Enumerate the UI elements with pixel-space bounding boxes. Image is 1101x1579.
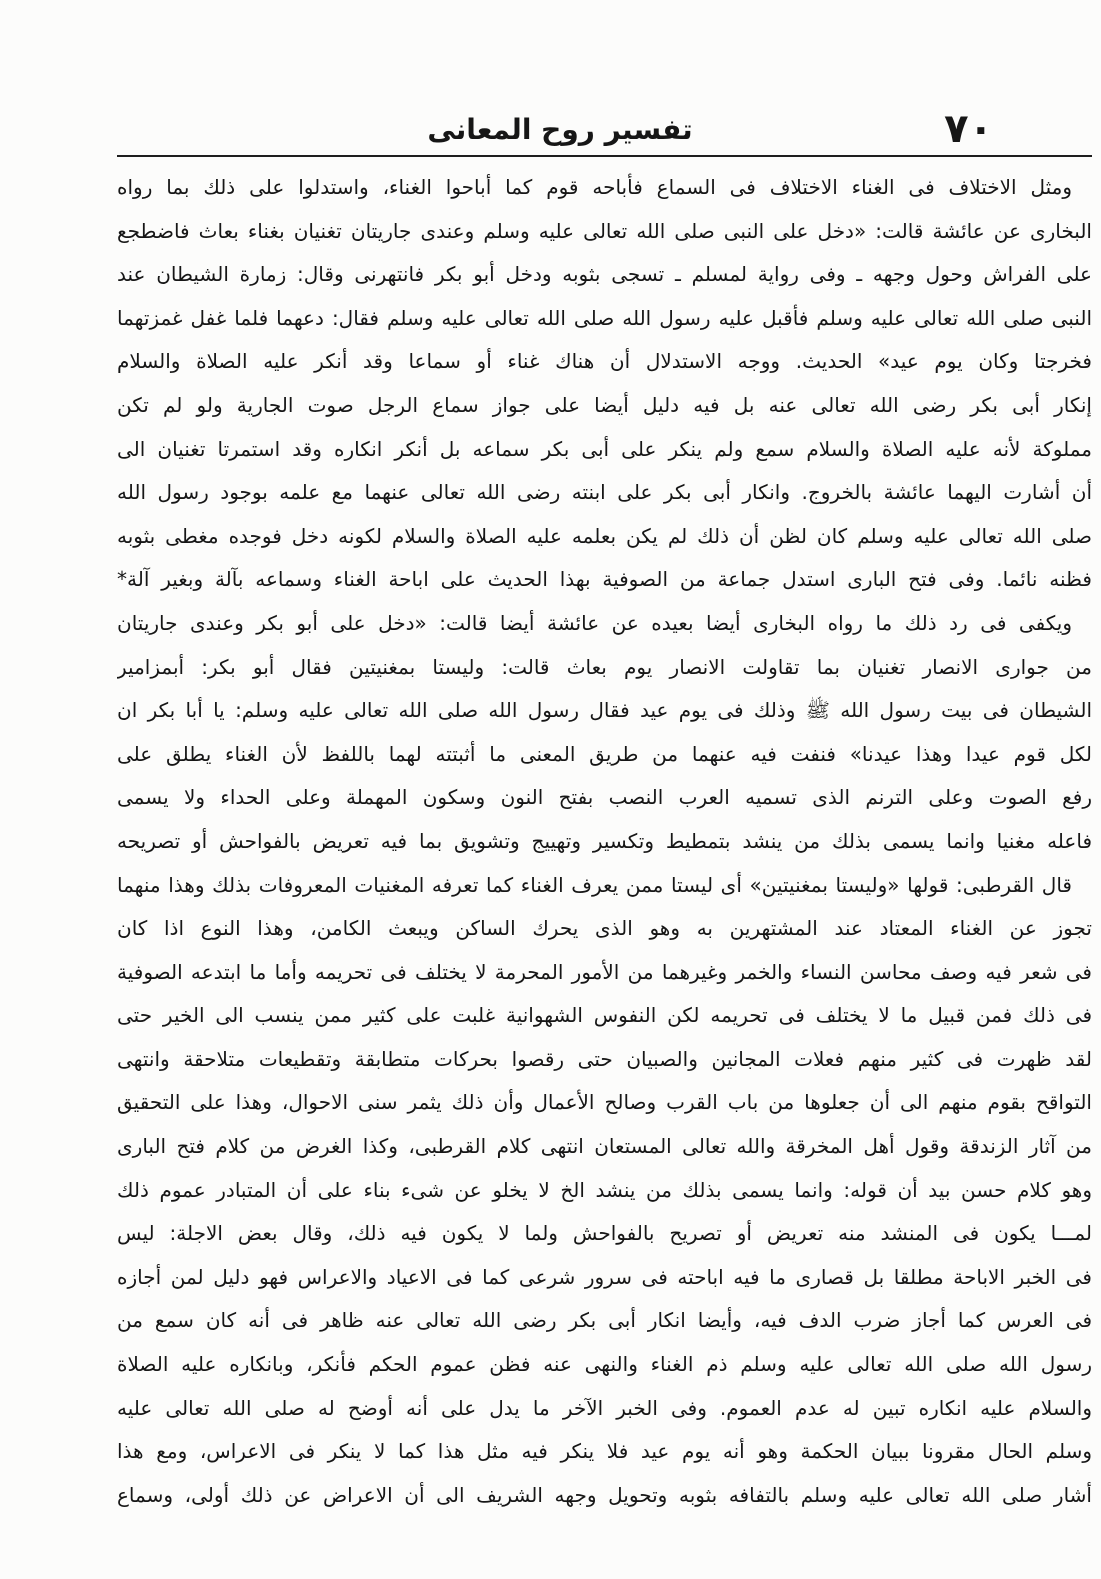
text-line: فى ذلك فمن قبيل ما لا يختلف فى تحريمه لكن النفوس الشهوانية غلبت على كثير ممن ينسب الى الخير حتى xyxy=(117,1003,1092,1028)
text-line: النبى صلى الله تعالى عليه وسلم فأقبل عليه رسول الله صلى الله تعالى عليه وسلم فقال: دعهما فلما غفل غمزتهما xyxy=(117,305,1092,330)
text-line: ويكفى فى رد ذلك ما رواه البخارى أيضا بعيده عن عائشة أيضا قالت: «دخل على أبو بكر وعندى جاريتان xyxy=(117,610,1072,635)
text-line: إنكار أبى بكر رضى الله تعالى عنه بل فيه دليل أيضا على جواز سماع الرجل صوت الجارية ولو لم تكن xyxy=(117,392,1092,417)
text-line: تجوز عن الغناء المعتاد عند المشتهرين به وهو الذى يحرك الساكن ويبعث الكامن، وهذا النوع اذا كان xyxy=(117,916,1092,941)
text-line: صلى الله تعالى عليه وسلم كان لظن أن ذلك لم يكن بعلمه عليه الصلاة والسلام لكونه دخل فوجده مغطى بثوبه xyxy=(117,523,1092,548)
text-line: أن أشارت اليهما عائشة بالخروج. وانكار أبى بكر على ابنته رضى الله تعالى عنهما مع علمه بوجود رسول الله xyxy=(117,480,1092,505)
text-line: قال القرطبى: قولها «وليستا بمغنيتين» أى ليستا ممن يعرف الغناء كما تعرفه المغنيات المعروفات بذلك وهذا منهما xyxy=(117,872,1072,897)
text-line: فاعله مغنيا وانما يسمى بذلك من ينشد بتمطيط وتكسير وتهييج وتشويق بما فيه تعريض بالفواحش أو تصريحه xyxy=(117,828,1092,853)
text-line: أشار صلى الله تعالى عليه وسلم بالتفافه بثوبه وتحويل وجهه الشريف الى أن الاعراض عن ذلك أولى، وسماع xyxy=(117,1482,1092,1507)
text-line: وهو كلام حسن بيد أن قوله: وانما يسمى بذلك من ينشد الخ لا يخلو عن شىء بناء على أن المتبادر عموم ذلك xyxy=(117,1177,1092,1202)
text-body xyxy=(117,166,1092,1517)
text-line: البخارى عن عائشة قالت: «دخل على النبى صلى الله تعالى عليه وسلم وعندى جاريتان تغنيان بغناء بعاث فاضطجع xyxy=(117,218,1092,243)
text-line: فى العرس كما أجاز ضرب الدف فيه، وأيضا انكار أبى بكر رضى الله تعالى عنه ظاهر فى أنه كان سمع من xyxy=(117,1308,1092,1333)
text-line: التواقح بقوم منهم الى أن جعلوها من باب القرب وصالح الأعمال وأن ذلك يثمر سنى الاحوال، وهذا على التحقيق xyxy=(117,1090,1092,1115)
text-line: رفع الصوت وعلى الترنم الذى تسميه العرب النصب بفتح النون وسكون المهملة وعلى الحداء ولا يسمى xyxy=(117,785,1092,810)
text-line: على الفراش وحول وجهه ـ وفى رواية لمسلم ـ تسجى بثوبه ودخل أبو بكر فانتهرنى وقال: زمارة الشيطان عند xyxy=(117,262,1092,287)
page-number: ٧٠ xyxy=(944,106,993,152)
text-line: فى الخبر الاباحة مطلقا بل قصارى ما فيه اباحته فى سرور شرعى كما فى الاعياد والاعراس فهو دليل لمن أجازه xyxy=(117,1264,1092,1289)
text-line: لمـــا يكون فى المنشد منه تعريض أو تصريح بالفواحش ولما لا يكون فيه ذلك، وقال بعض الاجلة: ليس xyxy=(117,1221,1092,1246)
text-line: فظنه نائما. وفى فتح البارى استدل جماعة من الصوفية بهذا الحديث على اباحة الغناء وسماعه بآلة وبغير آلة* xyxy=(117,567,1092,592)
text-line: ومثل الاختلاف فى الغناء الاختلاف فى السماع فأباحه قوم كما أباحوا الغناء، واستدلوا على ذلك بما رواه xyxy=(117,175,1072,199)
running-title: تفسير روح المعانى xyxy=(427,113,693,146)
text-line: رسول الله صلى الله تعالى عليه وسلم ذم الغناء والنهى عنه فظن عموم الحكم فأنكر، وبانكاره عليه الصلاة xyxy=(117,1352,1092,1377)
text-line: فى شعر فيه وصف محاسن النساء والخمر وغيرهما من الأمور المحرمة لا يختلف فى تحريمه وأما ما ابتدعه الصوفية xyxy=(117,959,1092,984)
text-line: من جوارى الانصار تغنيان بما تقاولت الانصار يوم بعاث قالت: وليستا بمغنيتين فقال أبو بكر: أبمزامير xyxy=(117,654,1092,679)
text-line: والسلام عليه انكاره تبين له عدم العموم. وفى الخبر الآخر ما يدل على أنه أوضح له صلى الله تعالى عليه xyxy=(117,1395,1092,1420)
header-rule xyxy=(117,155,1092,157)
text-line: من آثار الزندقة وقول أهل المخرقة والله تعالى المستعان انتهى كلام القرطبى، وكذا الغرض من كلام فتح البارى xyxy=(117,1134,1092,1159)
text-line: وسلم الحال مقرونا ببيان الحكمة وهو أنه يوم عيد فلا ينكر فيه مثل هذا كما لا ينكر فى الاعراس، ومع هذا xyxy=(117,1439,1092,1464)
text-line: لكل قوم عيدا وهذا عيدنا» فنفت فيه عنهما من طريق المعنى ما أثبتته لهما باللفظ لأن الغناء يطلق على xyxy=(117,741,1092,766)
text-line: الشيطان فى بيت رسول الله ﷺ وذلك فى يوم عيد فقال رسول الله صلى الله تعالى عليه وسلم: يا أبا بكر ان xyxy=(117,698,1092,723)
text-line: فخرجتا وكان يوم عيد» الحديث. ووجه الاستدلال أن هناك غناء أو سماعا وقد أنكر عليه الصلاة والسلام xyxy=(117,349,1092,374)
text-line: لقد ظهرت فى كثير منهم فعلات المجانين والصبيان حتى رقصوا بحركات متطابقة وتقطيعات متلاحقة وانتهى xyxy=(117,1046,1092,1071)
text-line: مملوكة لأنه عليه الصلاة والسلام سمع ولم ينكر على أبى بكر سماعه بل أنكر انكاره وقد استمرتا تغنيان الى xyxy=(117,436,1092,461)
